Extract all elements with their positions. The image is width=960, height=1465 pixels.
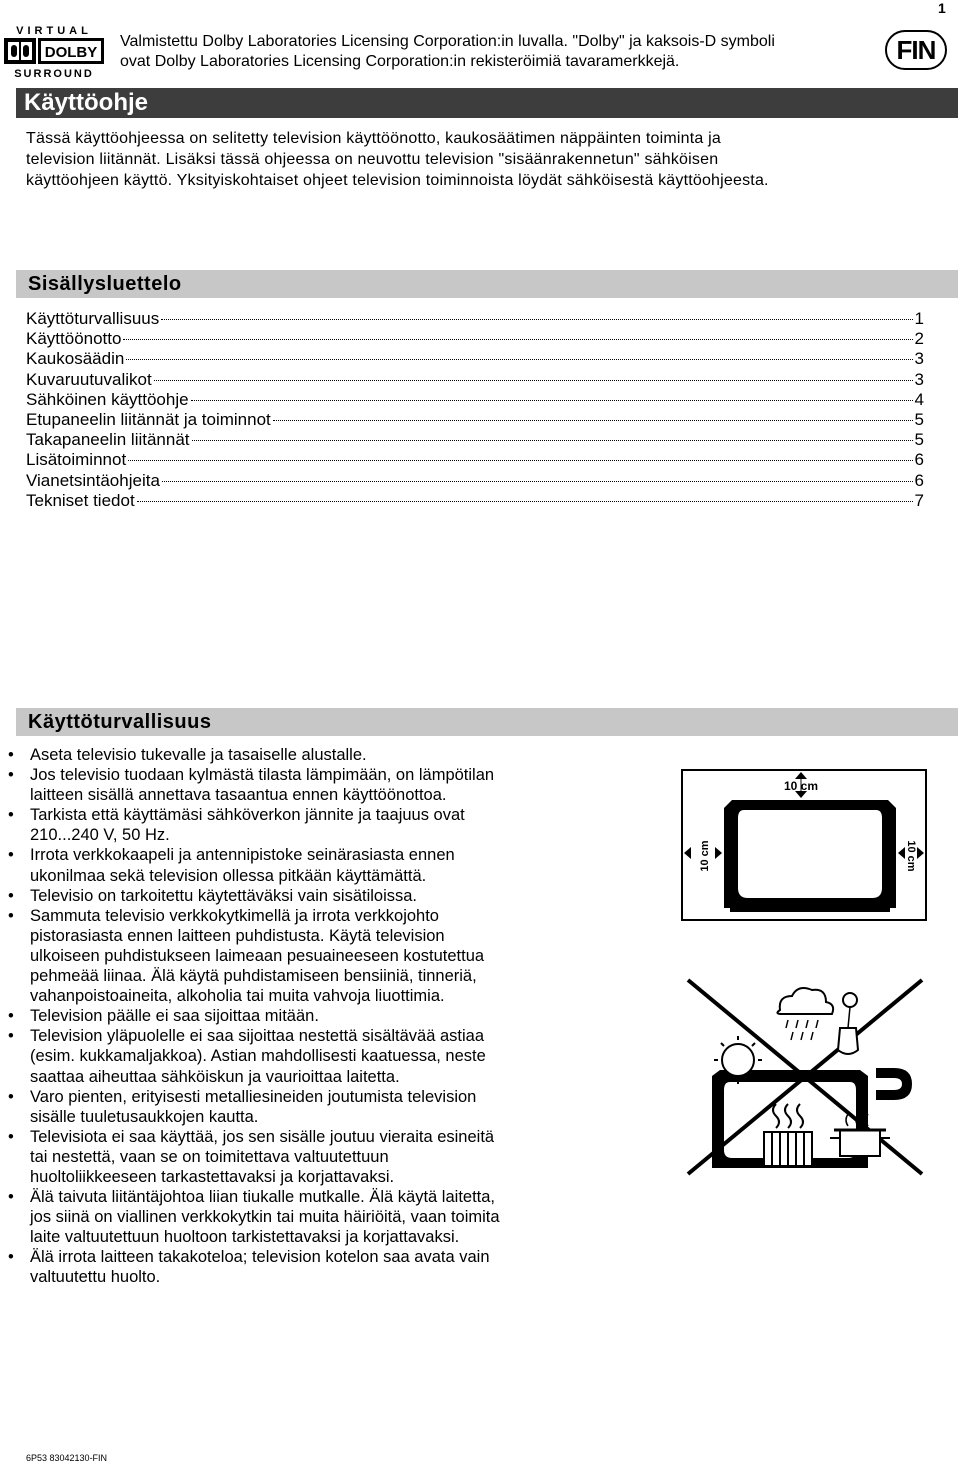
safety-bullet xyxy=(8,1187,628,1247)
toc-leader-dots xyxy=(154,380,913,381)
safety-bullet-line: • Televisio on tarkoitettu käytettäväksi vain sisätiloissa. xyxy=(30,886,418,905)
safety-bullet-line: laite valtuutettuun huoltoon tarkistettavaksi ja korjattavaksi. xyxy=(30,1228,460,1247)
toc-entry-title: Etupaneelin liitännät ja toiminnot xyxy=(26,409,271,429)
toc-entry xyxy=(26,491,924,511)
intro-line: Tässä käyttöohjeessa on selitetty television käyttöönotto, kaukosäätimen näppäinten toiminta ja xyxy=(26,130,721,147)
safety-bullet-line: saattaa aiheuttaa sähköiskun ja vaurioittaa laitetta. xyxy=(30,1067,400,1086)
safety-bullet-line: laitteen sisällä annettava tasaantua ennen käyttöönottoa. xyxy=(30,786,447,805)
radiator-icon xyxy=(764,1132,812,1166)
toc-entry xyxy=(26,410,924,430)
svg-text:DOLBY: DOLBY xyxy=(44,44,98,61)
vase-icon xyxy=(838,993,858,1054)
safety-bullet xyxy=(8,1247,628,1287)
arrow-right-icon xyxy=(715,847,722,859)
safety-bullet xyxy=(8,1127,628,1187)
tv-hazards-diagram xyxy=(680,978,930,1178)
safety-heading: Käyttöturvallisuus xyxy=(16,708,958,736)
safety-bullet-line: pistorasiasta ennen laitteen puhdistusta. Käytä television xyxy=(30,926,445,945)
safety-bullet xyxy=(8,1006,628,1026)
toc-entry-title: Vianetsintäohjeita xyxy=(26,470,160,490)
dolby-credit xyxy=(120,32,880,72)
credit-line-1: Valmistettu Dolby Laboratories Licensing Corporation:in luvalla. "Dolby" ja kaksois-D symboli xyxy=(120,33,775,50)
safety-bullet-line: • Irrota verkkokaapeli ja antennipistoke seinärasiasta ennen xyxy=(30,846,455,865)
rain-cloud-icon xyxy=(777,988,833,1040)
toc-entry-title: Käyttöönotto xyxy=(26,329,122,349)
page-number: 1 xyxy=(938,0,946,16)
arrow-left-icon xyxy=(684,847,691,859)
svg-text:SURROUND: SURROUND xyxy=(14,68,94,80)
safety-bullet xyxy=(8,886,628,906)
toc-entry-page: 4 xyxy=(914,389,924,409)
toc-entry-title: Käyttöturvallisuus xyxy=(26,309,160,328)
safety-bullet xyxy=(8,906,628,1006)
arrow-left-icon xyxy=(898,847,905,859)
toc-leader-dots xyxy=(137,501,913,502)
safety-bullet xyxy=(8,845,628,885)
toc-entry-title: Kuvaruutuvalikot xyxy=(26,369,152,389)
intro-paragraph xyxy=(26,128,926,191)
safety-bullet-line: 210...240 V, 50 Hz. xyxy=(30,826,170,845)
document-code: 6P53 83042130-FIN xyxy=(26,1453,108,1463)
toc-heading: Sisällysluettelo xyxy=(16,270,958,298)
safety-bullet-line: valtuutettu huolto. xyxy=(30,1268,161,1287)
toc-entry-page: 3 xyxy=(914,349,924,369)
safety-bullet xyxy=(8,1087,628,1127)
toc-leader-dots xyxy=(128,460,912,461)
arrow-up-icon xyxy=(795,772,807,779)
toc-leader-dots xyxy=(126,359,912,360)
safety-bullet-line: • Varo pienten, erityisesti metalliesineiden joutumista television xyxy=(30,1087,477,1106)
toc-entry-title: Takapaneelin liitännät xyxy=(26,430,190,450)
safety-bullet-line: vahanpoistoaineita, alkoholia tai muita vahvoja liuottimia. xyxy=(30,987,445,1006)
safety-bullet xyxy=(8,765,628,805)
toc-leader-dots xyxy=(161,319,912,320)
toc-entry xyxy=(26,430,924,450)
credit-line-2: ovat Dolby Laboratories Licensing Corporation:in rekisteröimiä tavaramerkkejä. xyxy=(120,53,680,70)
clearance-right-label: 10 cm xyxy=(905,840,917,872)
safety-bullet-line: • Tarkista että käyttämäsi sähköverkon jännite ja taajuus ovat xyxy=(30,806,465,825)
safety-bullet-line: sisälle tuuletusaukkojen kautta. xyxy=(30,1107,259,1126)
safety-bullet-line: ulkoiseen puhdistukseen laimeaan pesuaineeseen kostutettua xyxy=(30,946,485,965)
toc-entry-page: 5 xyxy=(914,409,924,429)
safety-bullet-line: • Televisiota ei saa käyttää, jos sen sisälle joutuu vieraita esineitä xyxy=(30,1127,495,1146)
safety-bullet-line: • Aseta televisio tukevalle ja tasaiselle alustalle. xyxy=(30,746,367,764)
toc-entry-title: Tekniset tiedot xyxy=(26,490,135,510)
intro-line: television liitännät. Lisäksi tässä ohjeessa on neuvottu television "sisäänrakennetun" sähköisen xyxy=(26,151,719,168)
toc-entry-title: Sähköinen käyttöohje xyxy=(26,389,189,409)
safety-bullet-line: pehmeää liinaa. Älä käytä puhdistamiseen bensiiniä, tinneriä, xyxy=(30,967,477,986)
toc-leader-dots xyxy=(162,481,913,482)
safety-bullet-line: (esim. kukkamaljakkoa). Astian mahdollisesti kaatuessa, neste xyxy=(30,1047,486,1066)
safety-bullet-line: • Älä irrota laitteen takakoteloa; television kotelon saa avata vain xyxy=(30,1248,490,1267)
magnet-icon xyxy=(876,1068,912,1100)
toc-leader-dots xyxy=(191,400,913,401)
toc-entry-page: 7 xyxy=(914,490,924,510)
safety-bullet-line: ukonilmaa sekä television ollessa pitkään käyttämättä. xyxy=(30,866,427,885)
clearance-top-label: 10 cm xyxy=(783,779,819,793)
toc-entry xyxy=(26,309,924,329)
safety-bullet-line: • Television päälle ei saa sijoittaa mitään. xyxy=(30,1007,319,1026)
safety-bullet-line: • Jos televisio tuodaan kylmästä tilasta lämpimään, on lämpötilan xyxy=(30,766,495,785)
table-of-contents xyxy=(26,309,924,511)
safety-bullet xyxy=(8,1026,628,1086)
safety-bullet-line: huoltoliikkeeseen tarkastettavaksi ja korjattavaksi. xyxy=(30,1167,395,1186)
toc-entry-page: 5 xyxy=(914,430,924,450)
safety-bullet-line: • Television yläpuolelle ei saa sijoittaa nestettä sisältävää astiaa xyxy=(30,1027,485,1046)
intro-line: käyttöohjeen käyttö. Yksityiskohtaiset ohjeet television toiminnoista löydät sähköisestä käyttöohjeesta. xyxy=(26,172,769,189)
toc-entry xyxy=(26,370,924,390)
page-title: Käyttöohje xyxy=(16,88,958,118)
safety-list xyxy=(8,745,628,1288)
toc-entry xyxy=(26,471,924,491)
toc-entry-page: 2 xyxy=(914,329,924,349)
toc-entry-page: 6 xyxy=(914,450,924,470)
sun-icon xyxy=(714,1036,762,1084)
arrow-right-icon xyxy=(917,847,924,859)
tv-clearance-diagram xyxy=(660,748,942,938)
toc-leader-dots xyxy=(273,420,913,421)
toc-leader-dots xyxy=(123,339,912,340)
toc-entry xyxy=(26,450,924,470)
toc-entry-title: Kaukosäädin xyxy=(26,349,125,369)
toc-entry xyxy=(26,390,924,410)
safety-bullet-line: tai nestettä, vaan se on toimitettava valtuutettuun xyxy=(30,1147,389,1166)
toc-entry-page: 6 xyxy=(914,470,924,490)
safety-bullet xyxy=(8,805,628,845)
toc-entry xyxy=(26,349,924,369)
tv-screen xyxy=(738,810,882,898)
toc-entry-page: 3 xyxy=(914,369,924,389)
dolby-virtual-surround-logo xyxy=(4,24,104,80)
language-badge: FIN xyxy=(885,30,947,70)
svg-text:VIRTUAL: VIRTUAL xyxy=(16,25,92,37)
toc-entry-title: Lisätoiminnot xyxy=(26,450,127,470)
safety-bullet-line: jos siinä on viallinen verkkokytkin tai muita häiriöitä, vaan toimita xyxy=(30,1208,500,1227)
safety-bullet xyxy=(8,745,628,765)
clearance-left-label: 10 cm xyxy=(699,840,711,872)
safety-bullet-line: • Sammuta televisio verkkokytkimellä ja irrota verkkojohto xyxy=(30,906,439,925)
safety-bullet-line: • Älä taivuta liitäntäjohtoa liian tiukalle mutkalle. Älä käytä laitetta, xyxy=(30,1188,496,1207)
toc-entry-page: 1 xyxy=(914,309,924,328)
toc-entry xyxy=(26,329,924,349)
toc-leader-dots xyxy=(192,440,913,441)
